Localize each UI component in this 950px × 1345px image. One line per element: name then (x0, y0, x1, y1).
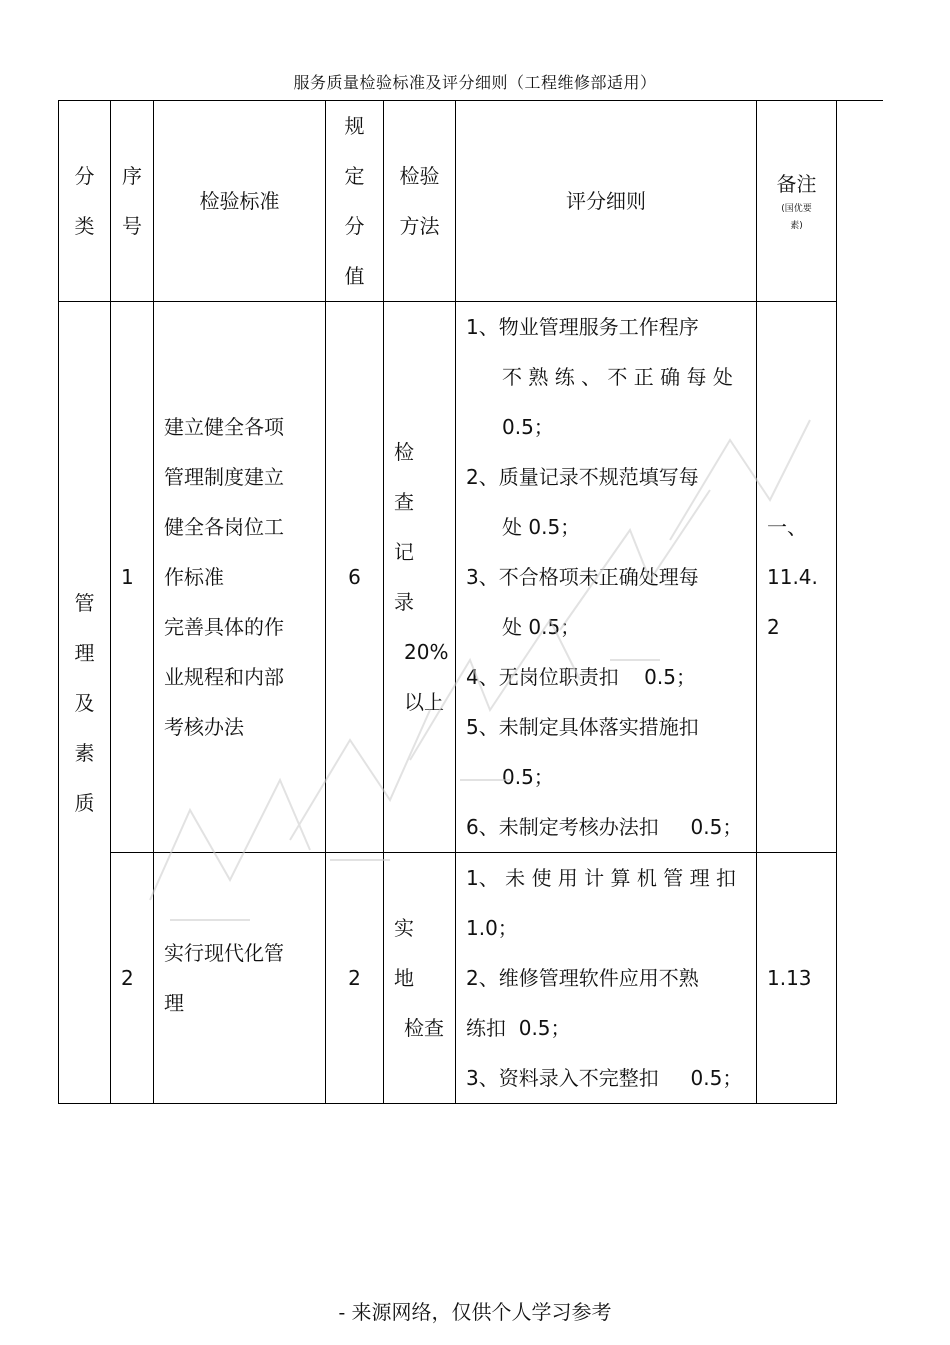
method-cell: 实地 检查 (384, 853, 456, 1104)
header-row (59, 101, 837, 302)
standard-cell: 建立健全各项 管理制度建立 健全各岗位工 作标准 完善具体的作 业规程和内部 考核办法 (154, 302, 326, 853)
remark-cell: 1.13 (757, 853, 837, 1104)
header-standard: 检验标准 (154, 101, 326, 302)
header-category: 分 类 (59, 101, 111, 302)
header-seq: 序 号 (111, 101, 154, 302)
top-rule-line (836, 100, 883, 101)
footer-note: - 来源网络，仅供个人学习参考 (338, 1300, 612, 1324)
remark-cell: 一、 11.4. 2 (757, 302, 837, 853)
rules-cell: 1、物业管理服务工作程序 不 熟 练 、 不 正 确 每 处 0.5； 2、质量记录不规范填写每 处 0.5； 3、不合格项未正确处理每 处 0.5； 4、无岗位职责扣 0.5； 5、未制定具体落实措施扣 0.5； 6、未制定考核办法扣 0.5； (456, 302, 757, 853)
header-remark: 备注 (国优要 素) (757, 101, 837, 302)
inspection-standards-table (58, 100, 837, 1104)
page-title: 服务质量检验标准及评分细则（工程维修部适用） (293, 73, 657, 92)
category-cell: 管 理 及 素 质 (59, 302, 111, 1104)
header-rules: 评分细则 (456, 101, 757, 302)
rules-cell: 1、 未 使 用 计 算 机 管 理 扣 1.0； 2、维修管理软件应用不熟 练扣 0.5； 3、资料录入不完整扣 0.5； (456, 853, 757, 1104)
standard-cell: 实行现代化管 理 (154, 853, 326, 1104)
header-score: 规 定 分 值 (326, 101, 384, 302)
seq-cell: 1 (111, 302, 154, 853)
header-method: 检验 方法 (384, 101, 456, 302)
table-row (59, 853, 837, 1104)
score-cell: 6 (326, 302, 384, 853)
method-cell: 检查 记录 20% 以上 (384, 302, 456, 853)
score-cell: 2 (326, 853, 384, 1104)
seq-cell: 2 (111, 853, 154, 1104)
table-row (59, 302, 837, 853)
